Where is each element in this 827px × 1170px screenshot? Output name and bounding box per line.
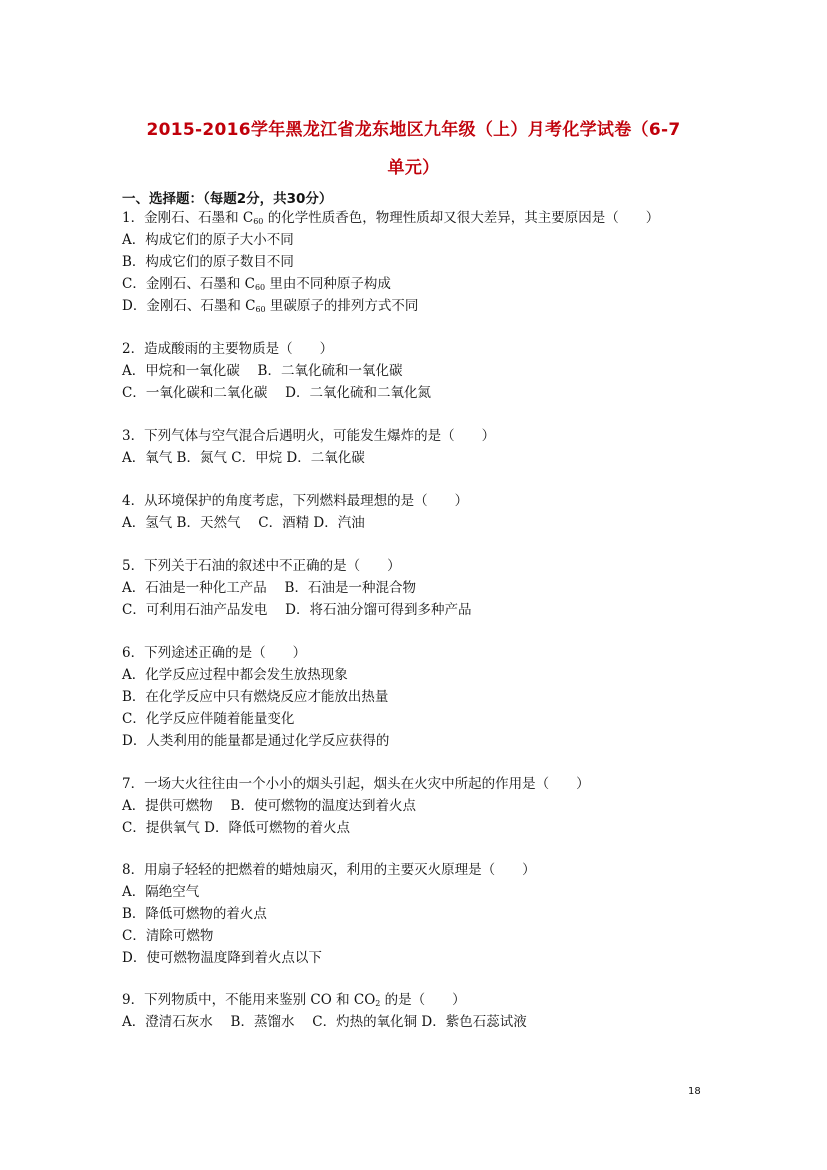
question-6-stem: 6．下列途述正确的是（ ）: [122, 645, 307, 661]
question-9-options-row1: A．澄清石灰水 B．蒸馏水 C．灼热的氧化铜 D．紫色石蕊试液: [122, 1014, 527, 1030]
question-8-option-d: D．使可燃物温度降到着火点以下: [122, 950, 322, 966]
question-5-stem: 5．下列关于石油的叙述中不正确的是（ ）: [122, 558, 401, 574]
question-6-option-c: C．化学反应伴随着能量变化: [122, 711, 295, 727]
question-3-options-row1: A．氧气 B．氮气 C．甲烷 D．二氧化碳: [122, 450, 365, 466]
question-8-option-a: A．隔绝空气: [122, 884, 200, 900]
question-5-options-row2: C．可利用石油产品发电 D．将石油分馏可得到多种产品: [122, 602, 472, 618]
question-2-options-row1: A．甲烷和一氧化碳 B．二氧化硫和一氧化碳: [122, 363, 403, 379]
question-3-stem: 3．下列气体与空气混合后遇明火，可能发生爆炸的是（ ）: [122, 428, 496, 444]
question-7-stem: 7．一场大火往往由一个小小的烟头引起，烟头在火灾中所起的作用是（ ）: [122, 776, 590, 792]
question-5-options-row1: A．石油是一种化工产品 B．石油是一种混合物: [122, 580, 416, 596]
question-7-options-row2: C．提供氧气 D．降低可燃物的着火点: [122, 820, 350, 836]
question-8-option-c: C．清除可燃物: [122, 928, 214, 944]
question-1-option-c: C．金刚石、石墨和 $C_{60}$ 里由不同种原子构成: [122, 276, 391, 292]
question-1-option-d: D．金刚石、石墨和 $C_{60}$ 里碳原子的排列方式不同: [122, 298, 419, 314]
question-6-option-d: D．人类利用的能量都是通过化学反应获得的: [122, 733, 390, 749]
question-4-stem: 4．从环境保护的角度考虑，下列燃料最理想的是（ ）: [122, 493, 469, 509]
document-title-line2: 单元）: [387, 158, 440, 178]
page-number: 18: [688, 1086, 701, 1097]
question-7-options-row1: A．提供可燃物 B．使可燃物的温度达到着火点: [122, 798, 416, 814]
question-2-options-row2: C．一氧化碳和二氧化碳 D．二氧化硫和二氧化氮: [122, 385, 431, 401]
question-1-stem: 1．金刚石、石墨和 $C_{60}$ 的化学性质香色，物理性质却又很大差异，其主要原因是（ ）: [122, 210, 660, 226]
question-8-stem: 8．用扇子轻轻的把燃着的蜡烛扇灭，利用的主要灭火原理是（ ）: [122, 862, 536, 878]
question-2-stem: 2．造成酸雨的主要物质是（ ）: [122, 341, 334, 357]
question-4-options-row1: A．氢气 B．天然气 C．酒精 D．汽油: [122, 515, 365, 531]
question-1-option-a: A．构成它们的原子大小不同: [122, 232, 294, 248]
question-6-option-a: A．化学反应过程中都会发生放热现象: [122, 667, 348, 683]
document-title-line1: 2015-2016学年黑龙江省龙东地区九年级（上）月考化学试卷（6-7: [146, 120, 681, 140]
question-9-stem: 9．下列物质中，不能用来鉴别 CO 和 $CO_2$ 的是（ ）: [122, 992, 466, 1008]
question-8-option-b: B．降低可燃物的着火点: [122, 906, 267, 922]
question-1-option-b: B．构成它们的原子数目不同: [122, 254, 294, 270]
section-header: 一、选择题：（每题2分，共30分）: [122, 191, 333, 207]
question-6-option-b: B．在化学反应中只有燃烧反应才能放出热量: [122, 689, 389, 705]
